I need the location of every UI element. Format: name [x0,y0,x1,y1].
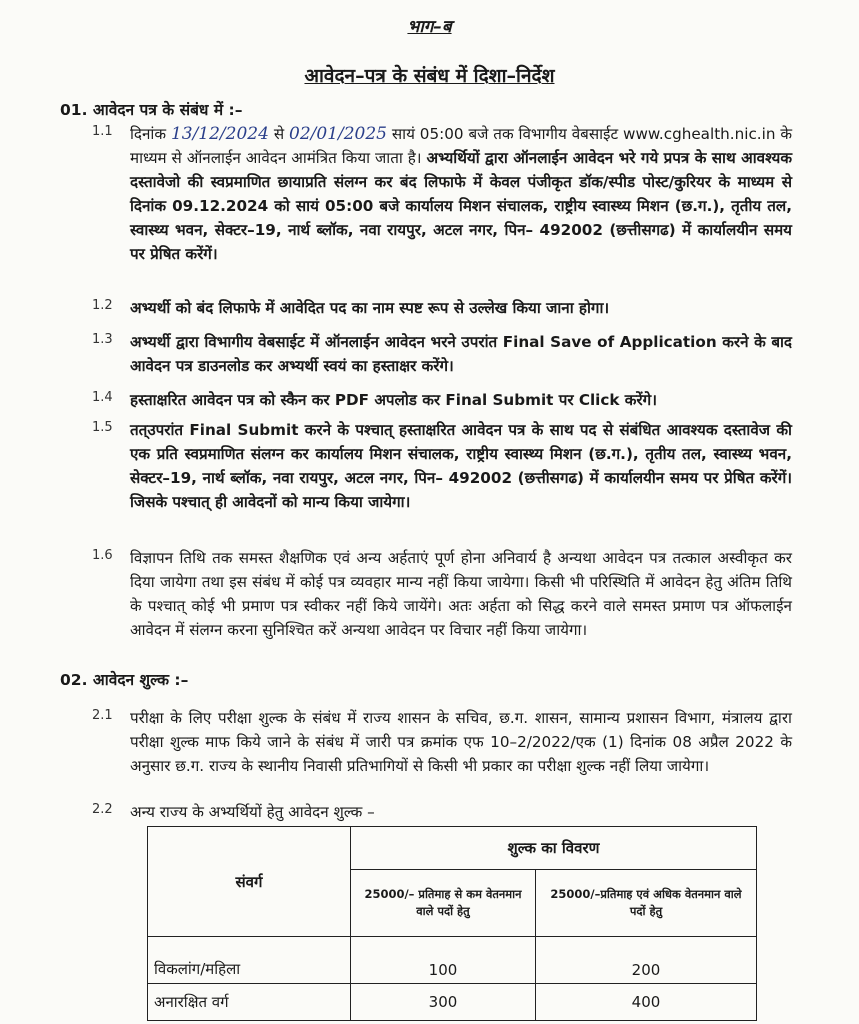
row-fee-1: 100 [351,937,536,984]
clause-number: 1.4 [92,390,113,405]
fee-subheader-25000-and-above: 25000/–प्रतिमाह एवं अधिक वेतनमान वाले पदों हेतु [536,870,757,937]
category-header: संवर्ग [148,827,351,937]
clause-1-2 [92,296,792,320]
clause-text: परीक्षा के लिए परीक्षा शुल्क के संबंध में राज्य शासन के सचिव, छ.ग. शासन, सामान्य प्रशासन विभाग, मंत्रालय द्वारा परीक्षा शुल्क माफ किये जाने के संबंध में जारी पत्र क्रमांक एफ 10–2/2022/एक (1) दिनांक 08 अप्रैल 2022 के अनुसार छ.ग. राज्य के स्थानीय निवासी प्रतिभागियों से किसी भी प्रकार का परीक्षा शुल्क नहीं लिया जायेगा। [130,709,792,775]
row-category: विकलांग/महिला [148,937,351,984]
clause-1-1 [92,122,792,266]
fee-table-header-row [148,827,757,870]
handwritten-date-from: 13/12/2024 [170,124,269,144]
clause-number: 1.1 [92,124,113,139]
section1-heading: 01. आवेदन पत्र के संबंध में :– [60,101,243,119]
handwritten-date-to: 02/01/2025 [289,124,387,144]
clause-2-2 [92,800,792,824]
fee-group-header: शुल्क का विवरण [351,827,757,870]
fee-subheader-below-25000: 25000/– प्रतिमाह से कम वेतनमान वाले पदों हेतु [351,870,536,937]
clause-1-6 [92,546,792,642]
part-title: भाग–ब [407,17,452,37]
clause-text: अन्य राज्य के अभ्यर्थियों हेतु आवेदन शुल्क – [130,803,375,821]
clause-1-3 [92,330,792,378]
clause-number: 2.2 [92,802,113,817]
clause-number: 1.5 [92,420,113,435]
clause-number: 1.2 [92,298,113,313]
clause-text: अभ्यर्थी द्वारा विभागीय वेबसाईट में ऑनलाईन आवेदन भरने उपरांत Final Save of Application करने के बाद आवेदन पत्र डाउनलोड कर अभ्यर्थी स्वयं का हस्ताक्षर करेंगे। [130,333,792,375]
clause-1-4 [92,388,792,412]
section2-heading: 02. आवेदन शुल्क :– [60,671,189,689]
clause-text: अभ्यर्थी को बंद लिफाफे में आवेदित पद का नाम स्पष्ट रूप से उल्लेख किया जाना होगा। [130,299,610,317]
clause-number: 2.1 [92,708,113,723]
clause-1-5 [92,418,792,514]
main-heading: आवेदन–पत्र के संबंध में दिशा–निर्देश [304,65,555,87]
row-fee-2: 200 [536,937,757,984]
clause-2-1 [92,706,792,778]
clause-text-bold: अभ्यर्थियों द्वारा ऑनलाईन आवेदन भरे गये प्रपत्र के साथ आवश्यक दस्तावेजो की स्वप्रमाणित छायाप्रति संलग्न कर बंद लिफाफे में केवल पंजीकृत डॉक/स्पीड पोस्ट/कुरियर के माध्यम से दिनांक 09.12.2024 को सायं 05:00 बजे कार्यालय मिशन संचालक, राष्ट्रीय स्वास्थ्य मिशन (छ.ग.), तृतीय तल, स्वास्थ्य भवन, सेक्टर–19, नार्थ ब्लॉक, नवा रायपुर, अटल नगर, पिन– 492002 (छत्तीसगढ) में कार्यालयीन समय पर प्रेषित करेंगें। [130,149,792,263]
clause-text: दिनांक [130,125,167,143]
clause-text: हस्ताक्षरित आवेदन पत्र को स्कैन कर PDF अपलोड कर Final Submit पर Click करेंगे। [130,391,657,409]
clause-text: तत्उपरांत Final Submit करने के पश्चात् हस्ताक्षरित आवेदन पत्र के साथ पद से संबंधित आवश्यक दस्तावेज की एक प्रति स्वप्रमाणित संलग्न कर कार्यालय मिशन संचालक, राष्ट्रीय स्वास्थ्य मिशन (छ.ग.), तृतीय तल, स्वास्थ्य भवन, सेक्टर–19, नार्थ ब्लॉक, नवा रायपुर, अटल नगर, पिन– 492002 (छत्तीसगढ) में कार्यालयीन समय पर प्रेषित करेंगें। जिसके पश्चात् ही आवेदनों को मान्य किया जायेगा। [130,421,792,511]
row-category: अनारक्षित वर्ग [148,984,351,1021]
clause-text: से [273,125,285,143]
clause-text: विज्ञापन तिथि तक समस्त शैक्षणिक एवं अन्य अर्हताएं पूर्ण होना अनिवार्य है अन्यथा आवेदन पत्र तत्काल अस्वीकृत कर दिया जायेगा तथा इस संबंध में कोई पत्र व्यवहार मान्य नहीं किया जायेगा। किसी भी परिस्थिति में आवेदन हेतु अंतिम तिथि के पश्चात् कोई भी प्रमाण पत्र स्वीकर नहीं किये जायेंगे। अतः अर्हता को सिद्ध करने वाले समस्त प्रमाण पत्र ऑफलाईन आवेदन में संलग्न करना सुनिश्चित करें अन्यथा आवेदन पर विचार नहीं किया जायेगा। [130,549,792,639]
table-row [148,984,757,1021]
table-row [148,937,757,984]
row-fee-1: 300 [351,984,536,1021]
clause-number: 1.6 [92,548,113,563]
clause-number: 1.3 [92,332,113,347]
fee-table [147,826,757,1021]
clause-text: सायं 05:00 बजे तक विभागीय वेबसाईट www.cghealth.nic.in के माध्यम से ऑनलाईन आवेदन आमंत्रित किया जाता है। [130,125,793,167]
row-fee-2: 400 [536,984,757,1021]
